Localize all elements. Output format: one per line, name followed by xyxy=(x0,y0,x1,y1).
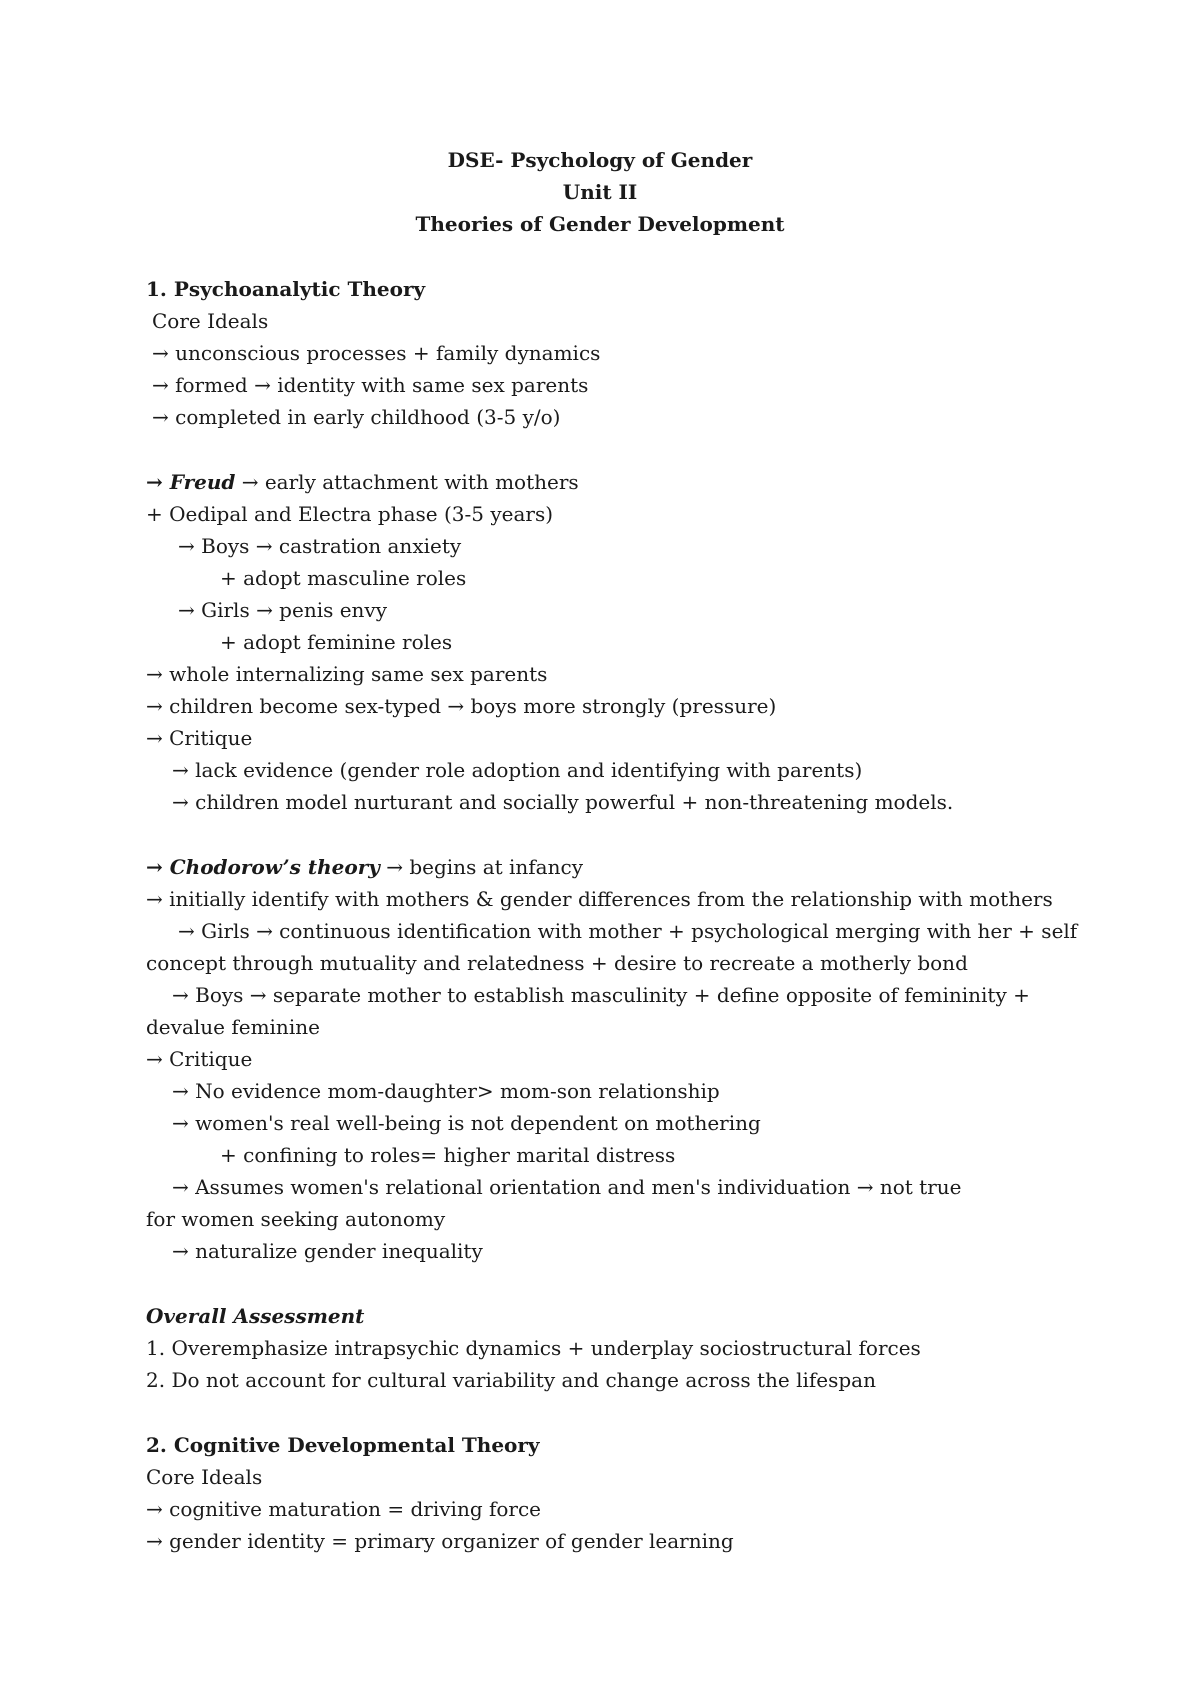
chodorow-line: → Critique xyxy=(146,1047,253,1071)
chodorow-intro-line xyxy=(146,856,583,878)
assessment-item: 1. Overemphasize intrapsychic dynamics + underplay sociostructural forces xyxy=(146,1336,921,1360)
chodorow-line: concept through mutuality and relatedness + desire to recreate a motherly bond xyxy=(146,951,968,975)
arrow-glyph: → xyxy=(146,470,170,494)
chodorow-line: → No evidence mom-daughter> mom-son relationship xyxy=(172,1079,720,1103)
unit-title: Unit II xyxy=(562,180,638,204)
core-ideal-line: → unconscious processes + family dynamics xyxy=(152,341,601,365)
core-ideal-line: → completed in early childhood (3-5 y/o) xyxy=(152,405,561,429)
freud-line: → Girls → penis envy xyxy=(178,598,388,622)
freud-intro-text: → early attachment with mothers xyxy=(235,470,579,494)
chodorow-line: → Girls → continuous identification with mother + psychological merging with her + self xyxy=(178,919,1078,943)
overall-assessment-heading: Overall Assessment xyxy=(146,1304,365,1328)
arrow-glyph: → xyxy=(146,855,170,879)
core-ideal-line: → cognitive maturation = driving force xyxy=(146,1497,542,1521)
chodorow-intro-text: → begins at infancy xyxy=(379,855,583,879)
chodorow-line: for women seeking autonomy xyxy=(146,1207,446,1231)
freud-line: + adopt feminine roles xyxy=(220,630,453,654)
chodorow-line: → women's real well-being is not dependent on mothering xyxy=(172,1111,761,1135)
core-ideals-label: Core Ideals xyxy=(152,309,269,333)
course-title: DSE- Psychology of Gender xyxy=(447,148,753,172)
freud-line: → Critique xyxy=(146,726,253,750)
core-ideals-label: Core Ideals xyxy=(146,1465,263,1489)
freud-line: → children model nurturant and socially powerful + non-threatening models. xyxy=(172,790,954,814)
chodorow-line: + confining to roles= higher marital distress xyxy=(220,1143,676,1167)
chodorow-name: Chodorow’s theory xyxy=(169,855,380,879)
section-heading-psychoanalytic: 1. Psychoanalytic Theory xyxy=(146,277,426,301)
chodorow-line: devalue feminine xyxy=(146,1015,320,1039)
chodorow-line: → Boys → separate mother to establish masculinity + define opposite of femininity + xyxy=(172,983,1030,1007)
freud-intro-line xyxy=(146,471,579,493)
chodorow-line: → Assumes women's relational orientation and men's individuation → not true xyxy=(172,1175,962,1199)
freud-line: + adopt masculine roles xyxy=(220,566,467,590)
freud-line: + Oedipal and Electra phase (3-5 years) xyxy=(146,502,554,526)
freud-name: Freud xyxy=(169,470,236,494)
document-title: Theories of Gender Development xyxy=(415,212,785,236)
core-ideal-line: → formed → identity with same sex parents xyxy=(152,373,589,397)
section-heading-cognitive: 2. Cognitive Developmental Theory xyxy=(146,1433,540,1457)
assessment-item: 2. Do not account for cultural variability and change across the lifespan xyxy=(146,1368,876,1392)
chodorow-line: → naturalize gender inequality xyxy=(172,1239,483,1263)
core-ideal-line: → gender identity = primary organizer of gender learning xyxy=(146,1529,734,1553)
freud-line: → lack evidence (gender role adoption and identifying with parents) xyxy=(172,758,863,782)
freud-line: → Boys → castration anxiety xyxy=(178,534,462,558)
freud-line: → children become sex-typed → boys more strongly (pressure) xyxy=(146,694,777,718)
chodorow-line: → initially identify with mothers & gender differences from the relationship with mothers xyxy=(146,887,1053,911)
freud-line: → whole internalizing same sex parents xyxy=(146,662,548,686)
